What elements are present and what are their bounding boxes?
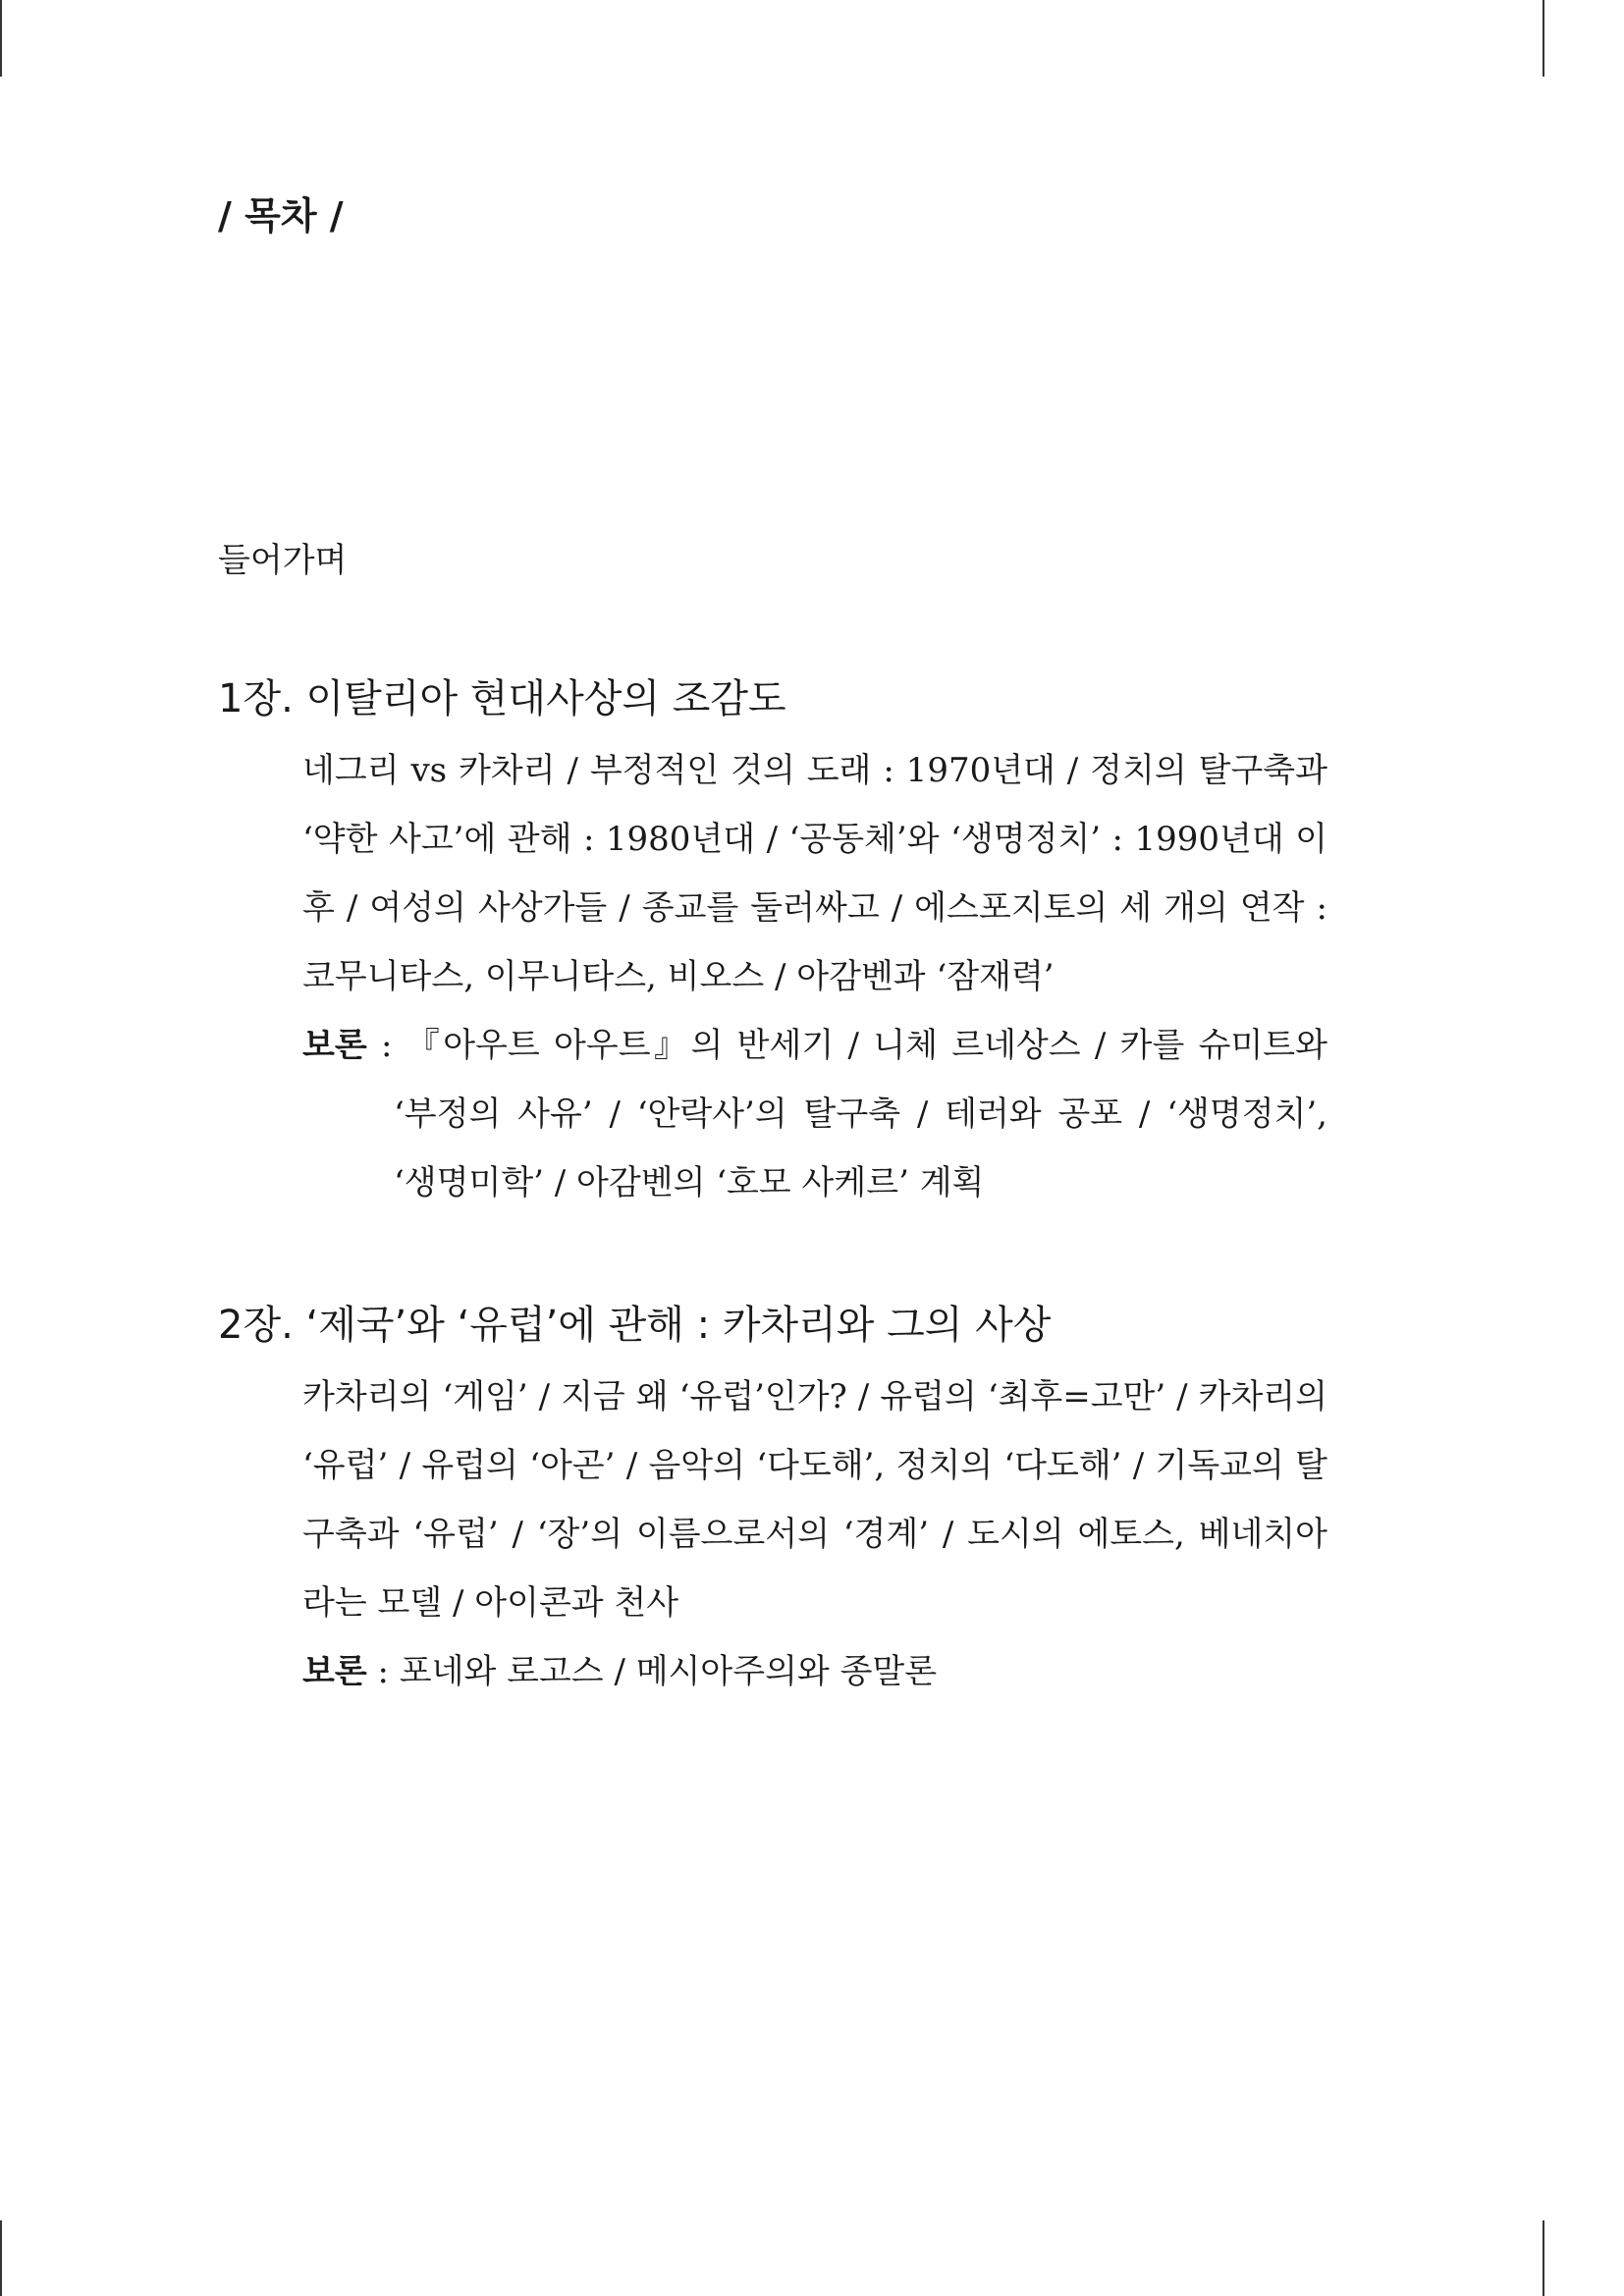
supplement-label: 보론 xyxy=(302,1026,367,1065)
supplement-paragraph xyxy=(302,1637,1327,1706)
page-header: / 목차 / xyxy=(218,194,344,238)
supplement-text: : 포네와 로고스 / 메시아주의와 종말론 xyxy=(366,1652,938,1691)
crop-mark-top-left xyxy=(0,0,2,77)
crop-mark-bottom-left xyxy=(0,2220,2,2296)
toc-chapter-2 xyxy=(218,1294,1327,1706)
chapter-title: 1장. 이탈리아 현대사상의 조감도 xyxy=(218,676,786,721)
supplement-text: : 『아우트 아우트』의 반세기 / 니체 르네상스 / 카를 슈미트와 ‘부정의 사유’ / ‘안락사’의 탈구축 / 테러와 공포 / ‘생명정치’, ‘생명미학’ / 아감벤의 ‘호모 사케르’ 계획 xyxy=(366,1026,1327,1202)
crop-mark-bottom-right xyxy=(1543,2220,1544,2296)
toc-chapter-1 xyxy=(218,667,1327,1217)
chapter-sections: 네그리 vs 카차리 / 부정적인 것의 도래 : 1970년대 / 정치의 탈구축과 ‘약한 사고’에 관해 : 1980년대 / ‘공동체’와 ‘생명정치’ : 1990년대 이후 / 여성의 사상가들 / 종교를 둘러싸고 / 에스포지토의 세 개의 연작 : 코무니타스, 이무니타스, 비오스 / 아감벤과 ‘잠재력’ xyxy=(302,751,1327,996)
supplement-paragraph xyxy=(302,1011,1327,1217)
chapter-supplement xyxy=(218,1011,1327,1217)
toc-entry-intro: 들어가며 xyxy=(218,541,348,580)
chapter-supplement xyxy=(218,1637,1327,1706)
crop-mark-top-right xyxy=(1543,0,1544,77)
supplement-label: 보론 xyxy=(302,1652,367,1691)
chapter-title: 2장. ‘제국’와 ‘유럽’에 관해 : 카차리와 그의 사상 xyxy=(218,1303,1052,1348)
chapter-sections: 카차리의 ‘게임’ / 지금 왜 ‘유럽’인가? / 유럽의 ‘최후=고만’ / 카차리의 ‘유럽’ / 유럽의 ‘아곤’ / 음악의 ‘다도해’, 정치의 ‘다도해’ / 기독교의 탈구축과 ‘유럽’ / ‘장’의 이름으로서의 ‘경계’ / 도시의 에토스, 베네치아라는 모델 / 아이콘과 천사 xyxy=(302,1377,1327,1623)
